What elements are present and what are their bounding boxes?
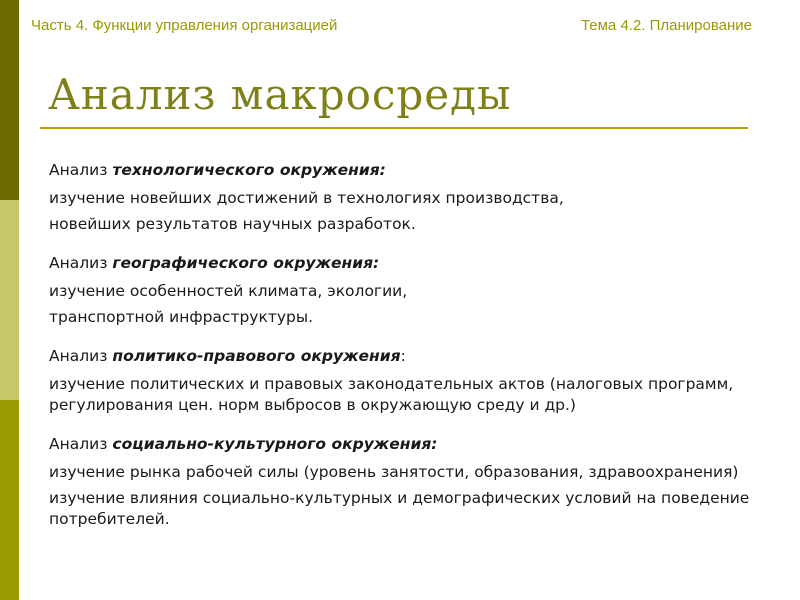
section-heading bbox=[49, 346, 769, 367]
section-line: изучение новейших достижений в технологиях производства, bbox=[49, 189, 564, 207]
heading-prefix: Анализ bbox=[49, 435, 113, 453]
section-heading bbox=[49, 434, 769, 455]
section-technological bbox=[49, 160, 769, 235]
slide-content bbox=[49, 160, 769, 548]
section-line: новейших результатов научных разработок. bbox=[49, 215, 416, 233]
sidebar-stripe-bottom bbox=[0, 400, 19, 600]
heading-suffix: : bbox=[400, 347, 406, 365]
section-line: изучение политических и правовых законодательных актов (налоговых программ, регулирования цен. норм выбросов в окружающую среду и др.) bbox=[49, 375, 734, 414]
section-line: изучение влияния социально-культурных и демографических условий на поведение потребителей. bbox=[49, 489, 750, 528]
heading-emphasis: географического окружения: bbox=[112, 254, 380, 272]
section-line: изучение рынка рабочей силы (уровень занятости, образования, здравоохранения) bbox=[49, 463, 739, 481]
heading-emphasis: технологического окружения: bbox=[112, 161, 386, 179]
title-underline bbox=[40, 127, 748, 129]
section-line: изучение особенностей климата, экологии, bbox=[49, 282, 408, 300]
section-political-legal bbox=[49, 346, 769, 416]
section-line: транспортной инфраструктуры. bbox=[49, 308, 314, 326]
part-header: Часть 4. Функции управления организацией bbox=[31, 17, 338, 34]
heading-emphasis: социально-культурного окружения: bbox=[112, 435, 438, 453]
slide-title: Анализ макросреды bbox=[48, 70, 512, 119]
section-socio-cultural bbox=[49, 434, 769, 530]
section-geographic bbox=[49, 253, 769, 328]
sidebar-stripe-top bbox=[0, 0, 19, 200]
sidebar-stripe-middle bbox=[0, 200, 19, 400]
section-heading bbox=[49, 253, 769, 274]
section-heading bbox=[49, 160, 769, 181]
heading-emphasis: политико-правового окружения bbox=[112, 347, 401, 365]
heading-prefix: Анализ bbox=[49, 161, 113, 179]
topic-header: Тема 4.2. Планирование bbox=[580, 17, 752, 34]
heading-prefix: Анализ bbox=[49, 254, 113, 272]
heading-prefix: Анализ bbox=[49, 347, 113, 365]
